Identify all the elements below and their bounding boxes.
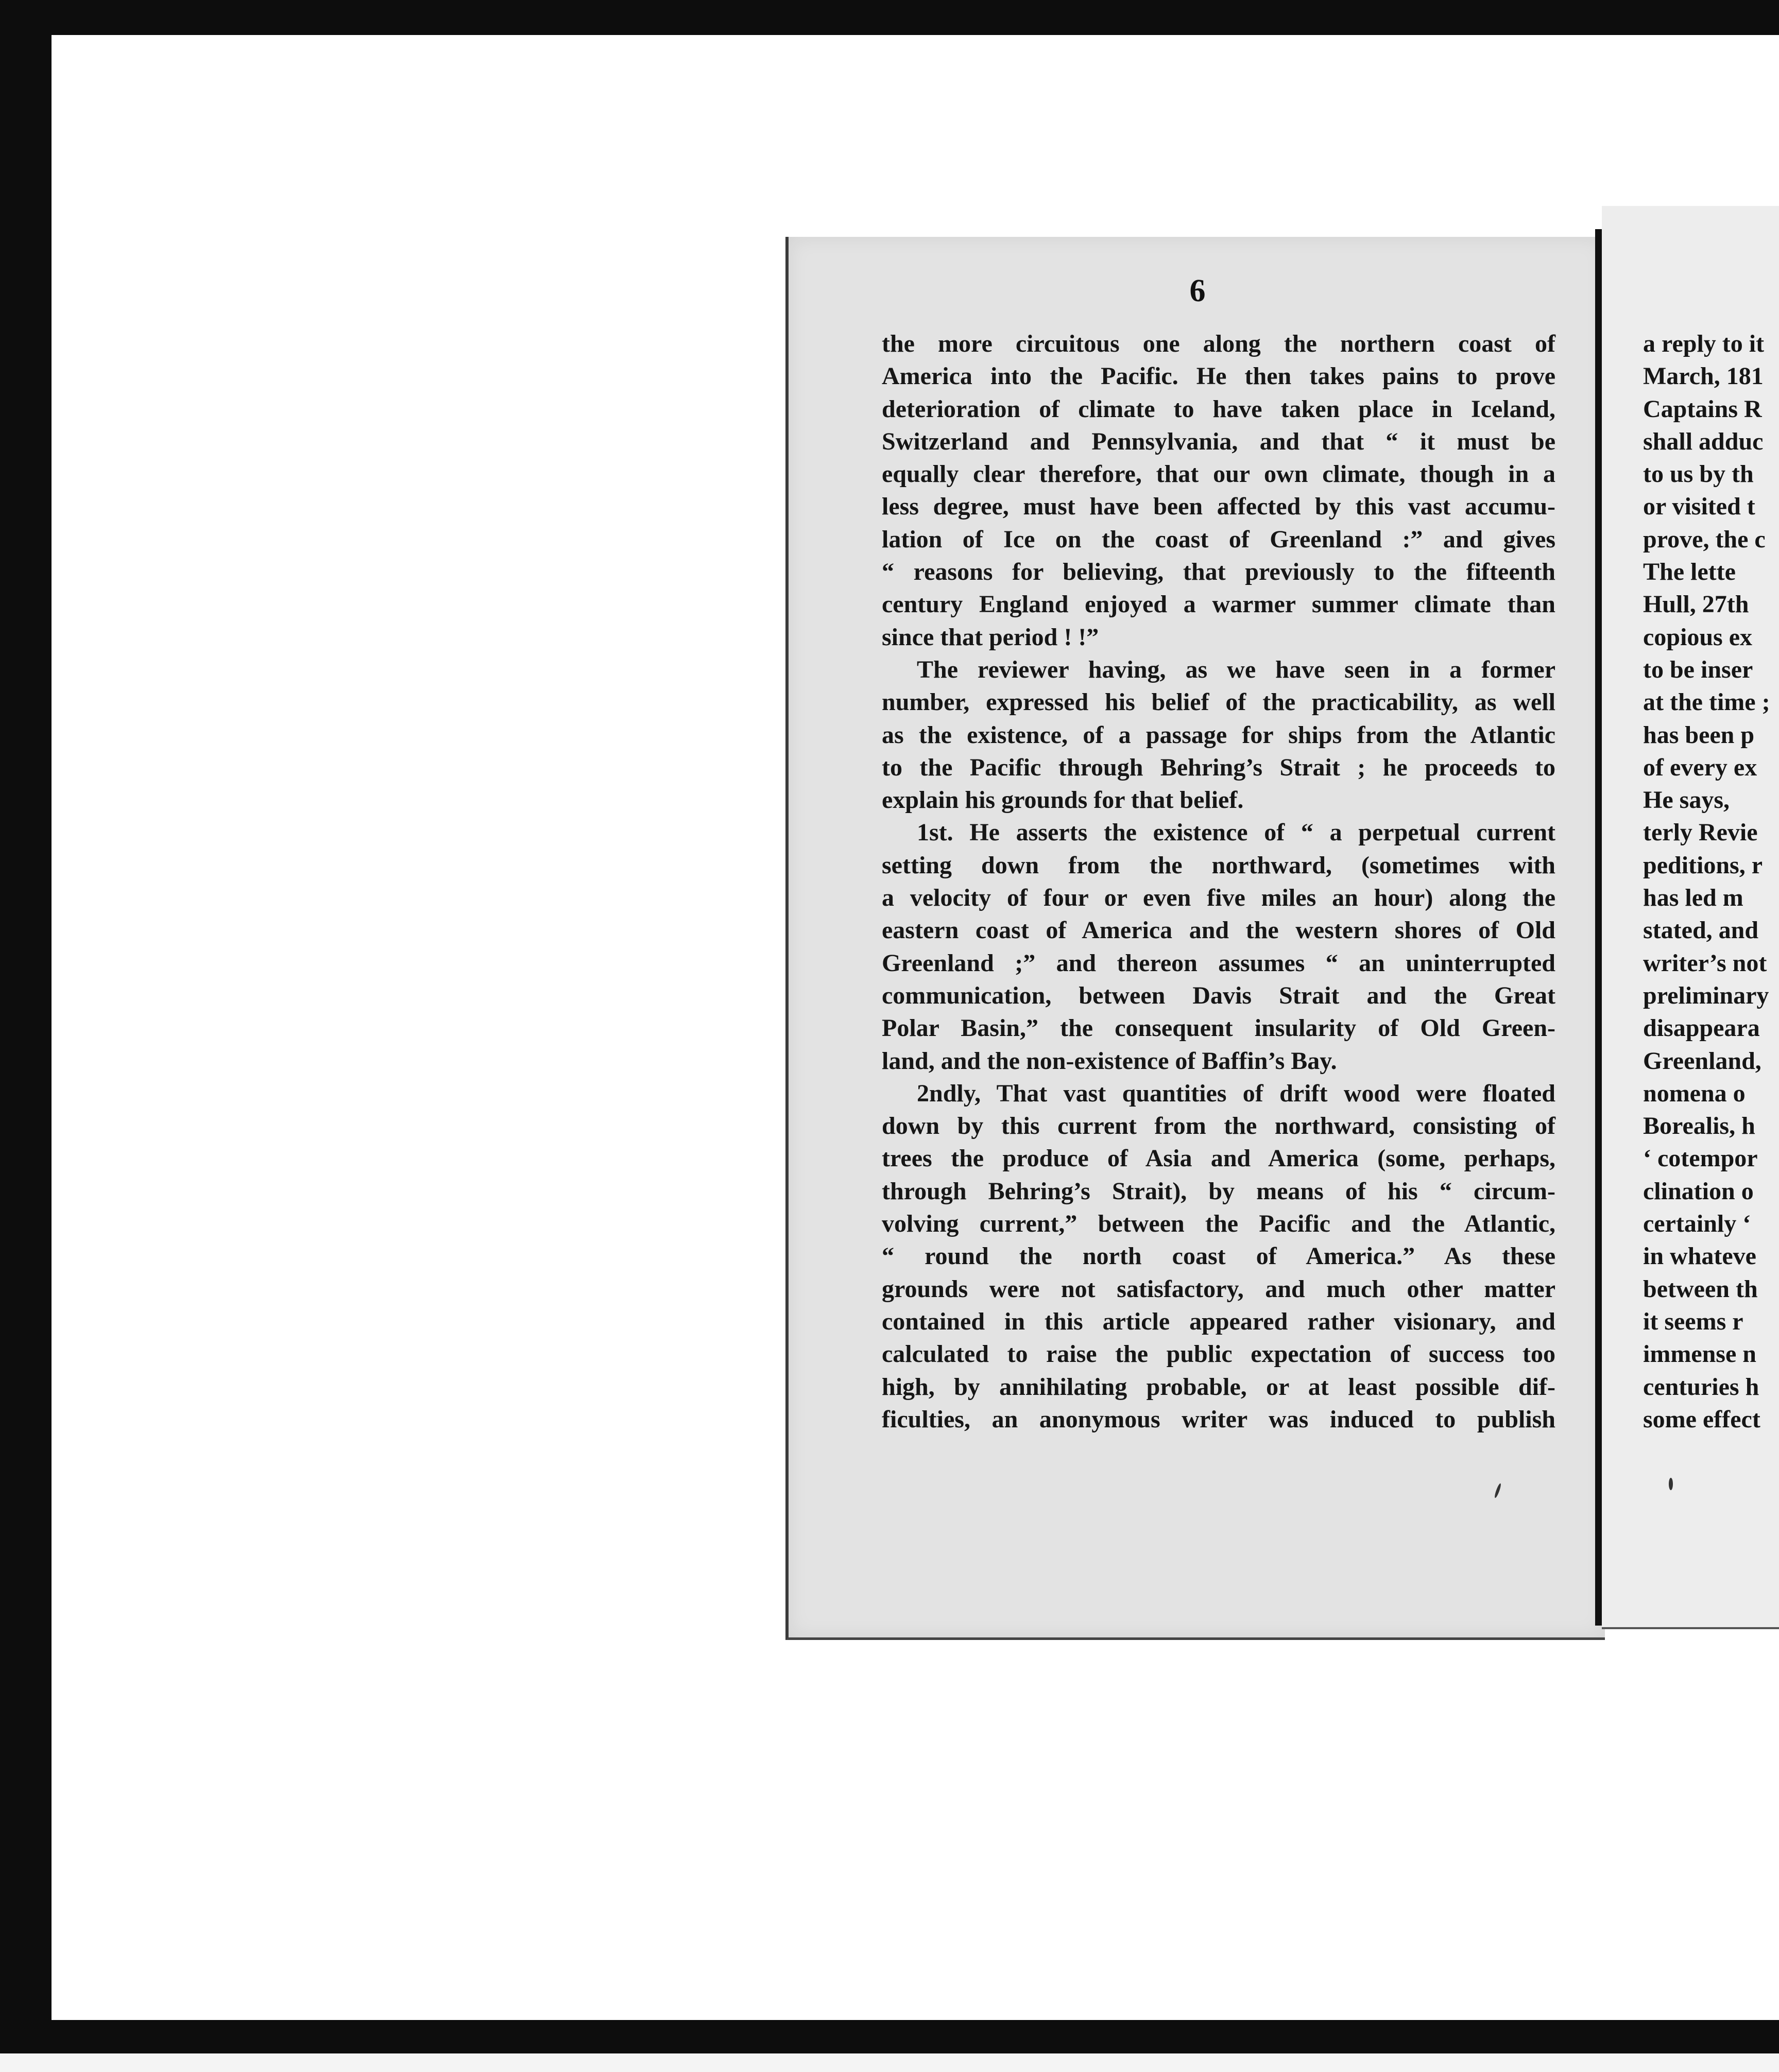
facing-text-line: He says, (1643, 786, 1730, 814)
facing-text-line: shall adduc (1643, 427, 1764, 455)
text-line: number, expressed his belief of the practicability, as well (882, 688, 1555, 716)
facing-text-line: centuries h (1643, 1373, 1759, 1401)
text-line: “ reasons for believing, that previously to the fifteenth (882, 558, 1555, 586)
text-line: through Behring’s Strait), by means of his “ circum- (882, 1177, 1555, 1205)
page-number: 6 (1189, 273, 1206, 308)
facing-text-line: Hull, 27th (1643, 591, 1749, 618)
text-line: to the Pacific through Behring’s Strait ; he proceeds to (882, 753, 1555, 781)
text-line: down by this current from the northward, consisting of (882, 1112, 1555, 1140)
facing-text-line: Borealis, h (1643, 1112, 1755, 1140)
facing-page-text (1643, 327, 1779, 1436)
text-line: volving current,” between the Pacific and the Atlantic, (882, 1210, 1555, 1238)
facing-text-line: writer’s not (1643, 949, 1767, 977)
text-line: 2ndly, That vast quantities of drift wood were floated (917, 1079, 1555, 1107)
text-line: Greenland ;” and thereon assumes “ an uninterrupted (882, 949, 1555, 977)
text-line: since that period ! !” (882, 623, 1099, 651)
facing-text-line: peditions, r (1643, 851, 1763, 879)
text-line: trees the produce of Asia and America (some, perhaps, (882, 1145, 1555, 1172)
facing-text-line: prove, the c (1643, 525, 1766, 553)
facing-text-line: immense n (1643, 1340, 1756, 1368)
text-line: 1st. He asserts the existence of “ a perpetual current (917, 819, 1555, 847)
text-line: Polar Basin,” the consequent insularity of Old Green- (882, 1014, 1555, 1042)
text-line: The reviewer having, as we have seen in a former (917, 655, 1555, 683)
text-line: “ round the north coast of America.” As these (882, 1242, 1555, 1270)
facing-text-line: in whateve (1643, 1242, 1756, 1270)
text-line: America into the Pacific. He then takes pains to prove (882, 362, 1555, 390)
facing-text-line: some effect (1643, 1405, 1760, 1433)
text-line: as the existence, of a passage for ships from the Atlantic (882, 721, 1555, 749)
text-line: deterioration of climate to have taken place in Iceland, (882, 395, 1555, 423)
facing-text-line: clination o (1643, 1177, 1754, 1205)
text-line: the more circuitous one along the northern coast of (882, 330, 1555, 357)
facing-text-line: copious ex (1643, 623, 1753, 651)
facing-text-line: at the time ; (1643, 688, 1770, 716)
facing-text-line: certainly ‘ (1643, 1210, 1751, 1238)
page-gutter-rule (1595, 229, 1602, 1626)
facing-text-line: to us by th (1643, 460, 1754, 488)
facing-text-line: has led m (1643, 884, 1743, 912)
text-line: ficulties, an anonymous writer was induced to publish (882, 1405, 1555, 1433)
text-line: high, by annihilating probable, or at least possible dif- (882, 1373, 1555, 1401)
text-line: calculated to raise the public expectation of success too (882, 1340, 1555, 1368)
facing-text-line: or visited t (1643, 493, 1755, 521)
film-strip-edge (0, 2053, 1779, 2072)
text-line: equally clear therefore, that our own climate, though in a (882, 460, 1555, 488)
facing-text-line: stated, and (1643, 917, 1759, 944)
text-line: grounds were not satisfactory, and much other matter (882, 1275, 1555, 1303)
body-text (882, 327, 1555, 1436)
text-line: land, and the non-existence of Baffin’s Bay. (882, 1047, 1337, 1075)
facing-text-line: a reply to it (1643, 330, 1765, 357)
facing-text-line: between th (1643, 1275, 1758, 1303)
facing-text-line: nomena o (1643, 1079, 1746, 1107)
text-line: century England enjoyed a warmer summer climate than (882, 591, 1555, 618)
facing-text-line: Greenland, (1643, 1047, 1761, 1075)
text-line: contained in this article appeared rather visionary, and (882, 1307, 1555, 1335)
facing-text-line: to be inser (1643, 655, 1753, 683)
film-speck (1669, 1478, 1673, 1490)
facing-text-line: it seems r (1643, 1307, 1743, 1335)
text-line: a velocity of four or even five miles an hour) along the (882, 884, 1555, 912)
facing-text-line: has been p (1643, 721, 1755, 749)
facing-text-line: preliminary (1643, 981, 1769, 1009)
facing-text-line: terly Revie (1643, 819, 1758, 847)
facing-text-line: Captains R (1643, 395, 1762, 423)
text-line: Switzerland and Pennsylvania, and that “ it must be (882, 427, 1555, 455)
text-line: less degree, must have been affected by this vast accumu- (882, 493, 1555, 521)
text-line: eastern coast of America and the western shores of Old (882, 917, 1555, 944)
facing-text-line: disappeara (1643, 1014, 1760, 1042)
text-line: setting down from the northward, (sometimes with (882, 851, 1555, 879)
facing-text-line: The lette (1643, 558, 1736, 586)
text-line: explain his grounds for that belief. (882, 786, 1244, 814)
facing-text-line: of every ex (1643, 753, 1757, 781)
text-line: lation of Ice on the coast of Greenland :” and gives (882, 525, 1555, 553)
facing-text-line: March, 181 (1643, 362, 1764, 390)
facing-text-line: ‘ cotempor (1643, 1145, 1758, 1172)
text-line: communication, between Davis Strait and the Great (882, 981, 1555, 1009)
